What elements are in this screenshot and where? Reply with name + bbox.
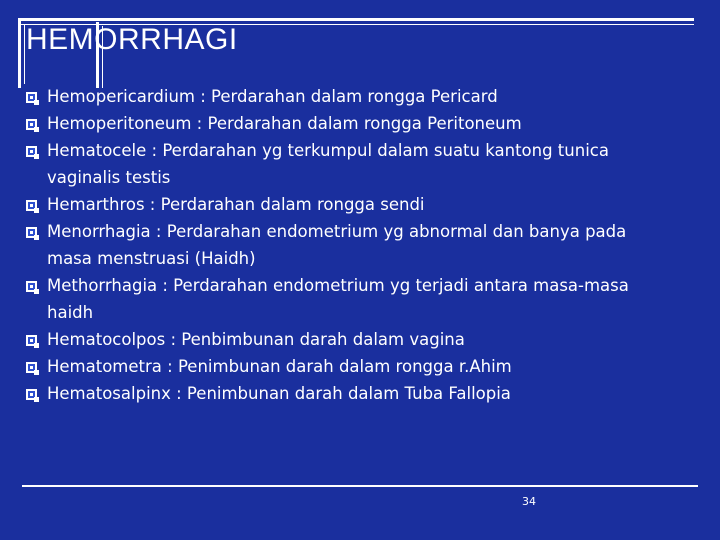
square-bullet-icon xyxy=(26,281,37,292)
bullet-item xyxy=(0,110,700,137)
square-bullet-icon xyxy=(26,389,37,400)
bullet-text: Hematosalpinx : Penimbunan darah dalam Tuba Fallopia xyxy=(47,384,511,403)
bullet-item xyxy=(0,272,700,326)
bullet-item xyxy=(0,218,700,272)
bullet-text: Hemarthros : Perdarahan dalam rongga sendi xyxy=(47,195,425,214)
bullet-text: Methorrhagia : Perdarahan endometrium yg terjadi antara masa-masa xyxy=(47,276,629,295)
bullet-item xyxy=(0,137,700,191)
square-bullet-icon xyxy=(26,119,37,130)
bullet-item xyxy=(0,353,700,380)
bullet-text: Hemopericardium : Perdarahan dalam rongga Pericard xyxy=(47,87,498,106)
bullet-text-continued: haidh xyxy=(47,303,94,322)
square-bullet-icon xyxy=(26,92,37,103)
bullet-text: Hematocolpos : Penbimbunan darah dalam vagina xyxy=(47,330,465,349)
bullet-text: Menorrhagia : Perdarahan endometrium yg abnormal dan banya pada xyxy=(47,222,627,241)
top-frame-line xyxy=(18,18,694,21)
bullet-item xyxy=(0,191,700,218)
bullet-text: Hemoperitoneum : Perdarahan dalam rongga Peritoneum xyxy=(47,114,522,133)
bullet-text: Hematocele : Perdarahan yg terkumpul dalam suatu kantong tunica xyxy=(47,141,609,160)
bullet-item xyxy=(0,83,700,110)
square-bullet-icon xyxy=(26,200,37,211)
bullet-text: Hematometra : Penimbunan darah dalam rongga r.Ahim xyxy=(47,357,512,376)
left-frame-line xyxy=(18,18,21,88)
square-bullet-icon xyxy=(26,335,37,346)
bullet-list xyxy=(0,83,700,407)
bullet-item xyxy=(0,380,700,407)
bullet-text-continued: vaginalis testis xyxy=(47,168,171,187)
footer-divider xyxy=(22,485,698,487)
square-bullet-icon xyxy=(26,227,37,238)
page-number: 34 xyxy=(522,495,536,508)
square-bullet-icon xyxy=(26,362,37,373)
slide-title: HEMORRHAGI xyxy=(26,23,238,56)
bullet-item xyxy=(0,326,700,353)
square-bullet-icon xyxy=(26,146,37,157)
left-frame-thin-line xyxy=(24,24,25,84)
bullet-text-continued: masa menstruasi (Haidh) xyxy=(47,249,256,268)
